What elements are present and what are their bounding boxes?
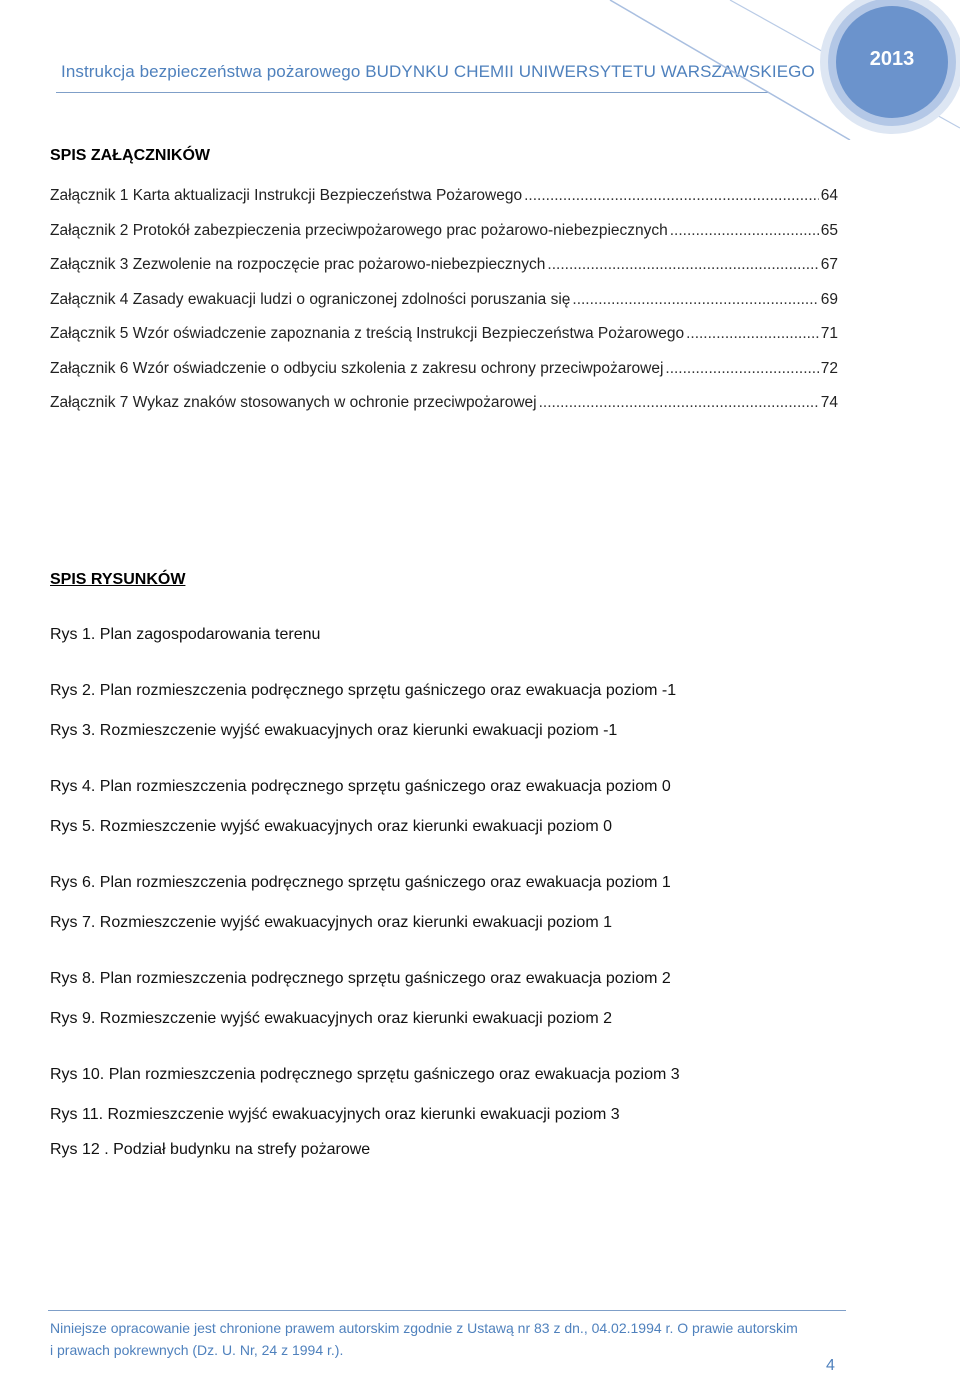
toc-entry-text: Załącznik 6 Wzór oświadczenie o odbyciu szkolenia z zakresu ochrony przeciwpożarowej — [50, 359, 664, 377]
toc-leader-dots — [572, 290, 818, 310]
toc-entry[interactable] — [50, 393, 838, 428]
toc-entry[interactable] — [50, 186, 838, 221]
page-number: 4 — [826, 1357, 835, 1374]
figure-list-item: Rys 3. Rozmieszczenie wyjść ewakuacyjnych oraz kierunki ewakuacji poziom -1 — [50, 722, 618, 739]
toc-leader-dots — [547, 255, 818, 275]
toc-entry-page: 74 — [820, 394, 838, 411]
figure-list-item: Rys 12 . Podział budynku na strefy pożarowe — [50, 1141, 371, 1158]
footer-line: Niniejsze opracowanie jest chronione prawem autorskim zgodnie z Ustawą nr 83 z dn., 04.02.1994 r. O prawie autorskim — [50, 1320, 798, 1336]
toc-leader-dots — [524, 186, 819, 206]
figure-list-item: Rys 7. Rozmieszczenie wyjść ewakuacyjnych oraz kierunki ewakuacji poziom 1 — [50, 914, 612, 931]
figure-list-item: Rys 4. Plan rozmieszczenia podręcznego sprzętu gaśniczego oraz ewakuacja poziom 0 — [50, 778, 671, 795]
footer-line: i prawach pokrewnych (Dz. U. Nr, 24 z 1994 r.). — [50, 1342, 344, 1358]
toc-entry[interactable] — [50, 324, 838, 359]
toc-entry[interactable] — [50, 221, 838, 256]
copyright-footer — [50, 1317, 850, 1361]
annexes-heading: SPIS ZAŁĄCZNIKÓW — [50, 147, 210, 164]
toc-entry[interactable] — [50, 359, 838, 394]
toc-entry-page: 65 — [820, 221, 838, 239]
toc-entry-page: 71 — [820, 325, 838, 342]
figure-list-item: Rys 11. Rozmieszczenie wyjść ewakuacyjnych oraz kierunki ewakuacji poziom 3 — [50, 1106, 620, 1123]
toc-entry-page: 72 — [820, 359, 838, 377]
annexes-list — [50, 186, 838, 428]
toc-leader-dots — [539, 393, 819, 413]
toc-entry[interactable] — [50, 290, 838, 325]
figure-list-item: Rys 5. Rozmieszczenie wyjść ewakuacyjnych oraz kierunki ewakuacji poziom 0 — [50, 818, 612, 835]
figure-list-item: Rys 9. Rozmieszczenie wyjść ewakuacyjnych oraz kierunki ewakuacji poziom 2 — [50, 1010, 612, 1027]
toc-entry-text: Załącznik 2 Protokół zabezpieczenia przeciwpożarowego prac pożarowo-niebezpiecznych — [50, 221, 668, 239]
toc-leader-dots — [665, 359, 818, 379]
figures-heading: SPIS RYSUNKÓW — [50, 571, 186, 588]
toc-entry-text: Załącznik 7 Wykaz znaków stosowanych w ochronie przeciwpożarowej — [50, 394, 537, 411]
toc-entry-text: Załącznik 5 Wzór oświadczenie zapoznania z treścią Instrukcji Bezpieczeństwa Pożarowego — [50, 325, 685, 342]
toc-leader-dots — [670, 221, 819, 241]
toc-entry-text: Załącznik 1 Karta aktualizacji Instrukcji Bezpieczeństwa Pożarowego — [50, 187, 523, 204]
toc-leader-dots — [686, 324, 819, 344]
toc-entry-page: 64 — [820, 187, 838, 204]
figure-list-item: Rys 6. Plan rozmieszczenia podręcznego sprzętu gaśniczego oraz ewakuacja poziom 1 — [50, 874, 671, 891]
toc-entry-page: 67 — [820, 256, 838, 273]
document-header-title: Instrukcja bezpieczeństwa pożarowego BUDYNKU CHEMII UNIWERSYTETU WARSZAWSKIEGO — [61, 62, 815, 81]
toc-entry-text: Załącznik 3 Zezwolenie na rozpoczęcie prac pożarowo-niebezpiecznych — [50, 256, 546, 273]
toc-entry[interactable] — [50, 255, 838, 290]
figure-list-item: Rys 10. Plan rozmieszczenia podręcznego sprzętu gaśniczego oraz ewakuacja poziom 3 — [50, 1066, 680, 1083]
figure-list-item: Rys 8. Plan rozmieszczenia podręcznego sprzętu gaśniczego oraz ewakuacja poziom 2 — [50, 970, 671, 987]
footer-divider — [48, 1310, 846, 1311]
figure-list-item: Rys 2. Plan rozmieszczenia podręcznego sprzętu gaśniczego oraz ewakuacja poziom -1 — [50, 682, 677, 699]
year-badge: 2013 — [869, 48, 915, 70]
toc-entry-page: 69 — [820, 290, 838, 308]
toc-entry-text: Załącznik 4 Zasady ewakuacji ludzi o ograniczonej zdolności poruszania się — [50, 290, 571, 308]
figure-list-item: Rys 1. Plan zagospodarowania terenu — [50, 626, 321, 643]
